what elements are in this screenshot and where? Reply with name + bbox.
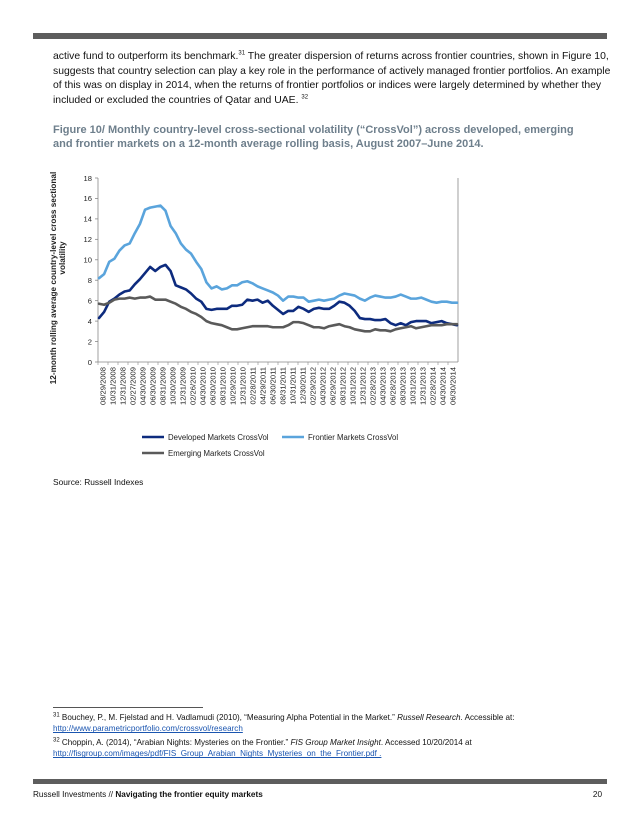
chart [20, 168, 480, 468]
x-tick-label: 04/30/2014 [438, 367, 448, 406]
x-tick-label: 10/29/2010 [228, 367, 238, 406]
x-tick-label: 10/30/2009 [168, 367, 178, 406]
footnote-ref-32[interactable]: 32 [301, 94, 309, 101]
footnote-text: Bouchey, P., M. Fjelstad and H. Vadlamudi (2010), “Measuring Alpha Potential in the Market.” [59, 713, 398, 722]
x-tick-label: 08/31/2010 [218, 367, 228, 406]
x-tick-label: 12/30/2011 [298, 367, 308, 405]
x-tick-label: 06/28/2013 [388, 367, 398, 406]
y-tick-label: 8 [87, 276, 92, 286]
y-tick-label: 6 [87, 296, 92, 306]
y-axis-ticks [84, 174, 98, 367]
y-tick-label: 10 [83, 255, 92, 265]
y-tick-label: 0 [87, 357, 92, 367]
figure-caption: Figure 10/ Monthly country-level cross-sectional volatility (“CrossVol”) across developed, emerging and frontier markets on a 12-month average rolling basis, August 2007–June 2014. [53, 124, 574, 150]
x-tick-label: 08/31/2012 [338, 367, 348, 406]
x-tick-label: 02/27/2009 [128, 367, 138, 406]
x-tick-label: 02/26/2010 [188, 367, 198, 406]
footnote-ref-31[interactable]: 31 [238, 50, 246, 57]
x-tick-label: 04/30/2013 [378, 367, 388, 406]
footnote-number: 31 [53, 712, 60, 719]
footer-title [33, 790, 263, 799]
x-tick-label: 02/29/2012 [308, 367, 318, 406]
page-number: 20 [592, 790, 602, 799]
x-tick-label: 06/30/2011 [268, 367, 278, 405]
footnote-number: 32 [53, 737, 60, 744]
y-tick-label: 2 [87, 337, 92, 347]
y-tick-label: 4 [87, 316, 92, 326]
legend-label: Developed Markets CrossVol [168, 433, 269, 442]
x-tick-label: 08/31/2009 [158, 367, 168, 406]
series-lines [99, 206, 457, 332]
x-tick-label: 08/30/2013 [398, 367, 408, 406]
x-tick-label: 02/28/2011 [248, 367, 258, 405]
x-tick-label: 12/31/2012 [358, 367, 368, 406]
footer-doc-title: Navigating the frontier equity markets [115, 790, 263, 799]
x-tick-label: 10/31/2011 [288, 367, 298, 405]
footer-company: Russell Investments // [33, 790, 116, 799]
footnote-text-end: . Accessible at: [460, 713, 515, 722]
x-tick-label: 10/31/2008 [108, 367, 118, 406]
legend [142, 433, 398, 458]
x-tick-label: 12/31/2013 [418, 367, 428, 406]
x-tick-label: 02/28/2014 [428, 367, 438, 406]
x-tick-label: 06/30/2010 [208, 367, 218, 406]
y-tick-label: 14 [83, 214, 92, 224]
x-tick-label: 10/31/2013 [408, 367, 418, 406]
y-tick-label: 16 [83, 194, 92, 204]
y-axis-title-line: volatility [58, 241, 67, 275]
source-note: Source: Russell Indexes [53, 477, 144, 487]
footnote-text-end: . Accessed 10/20/2014 at [380, 737, 472, 747]
x-tick-label: 04/30/2010 [198, 367, 208, 406]
x-tick-label: 04/30/2012 [318, 367, 328, 406]
x-axis-ticks [98, 362, 458, 405]
footnote-link[interactable]: http://fisgroup.com/images/pdf/FIS_Group_Arabian_Nights_Mysteries_on_the_Frontier.pdf . [53, 749, 382, 759]
y-axis-title [49, 172, 67, 385]
x-tick-label: 08/31/2011 [278, 367, 288, 405]
series-line-1 [99, 206, 457, 303]
footnote-link[interactable]: http://www.parametricportfolio.com/crossvol/research [53, 724, 243, 734]
top-rule [33, 33, 607, 39]
legend-label: Frontier Markets CrossVol [308, 433, 399, 442]
body-paragraph [53, 50, 613, 108]
footnotes [53, 712, 613, 762]
footnote-text: Choppin, A. (2014), “Arabian Nights: Mysteries on the Frontier.” [59, 737, 291, 747]
footnote-italic: Russell Research [397, 713, 461, 722]
y-tick-label: 18 [83, 173, 92, 183]
x-tick-label: 02/28/2013 [368, 367, 378, 406]
footnote-32 [53, 737, 613, 760]
y-tick-label: 12 [83, 235, 92, 245]
series-line-2 [99, 297, 457, 332]
x-tick-label: 04/29/2011 [258, 367, 268, 405]
body-text-2: The greater dispersion of returns across frontier countries, shown in Figure 10, suggests that country selection can play a key role in the performance of actively managed frontier portfolios. An example of this was on display in 2014, when the returns of frontier portfolios or indices were largely determined by whether they included or excluded the countries of Qatar and UAE. [53, 51, 611, 106]
y-axis-title-line: 12-month rolling average country-level cross sectional [49, 171, 58, 385]
x-tick-label: 06/29/2012 [328, 367, 338, 406]
x-tick-label: 12/31/2009 [178, 367, 188, 406]
x-tick-label: 06/30/2014 [448, 367, 458, 406]
footnote-italic: FIS Group Market Insight [290, 737, 381, 747]
footnote-rule [53, 707, 203, 708]
x-tick-label: 06/30/2009 [148, 367, 158, 406]
footnote-31 [53, 712, 613, 735]
x-tick-label: 04/30/2009 [138, 367, 148, 406]
body-text-1: active fund to outperform its benchmark. [53, 51, 239, 62]
x-tick-label: 08/29/2008 [98, 367, 108, 406]
bottom-rule [33, 779, 607, 784]
x-tick-label: 12/31/2010 [238, 367, 248, 406]
x-tick-label: 10/31/2012 [348, 367, 358, 406]
legend-label: Emerging Markets CrossVol [168, 449, 265, 458]
line-chart [20, 168, 480, 468]
x-tick-label: 12/31/2008 [118, 367, 128, 406]
